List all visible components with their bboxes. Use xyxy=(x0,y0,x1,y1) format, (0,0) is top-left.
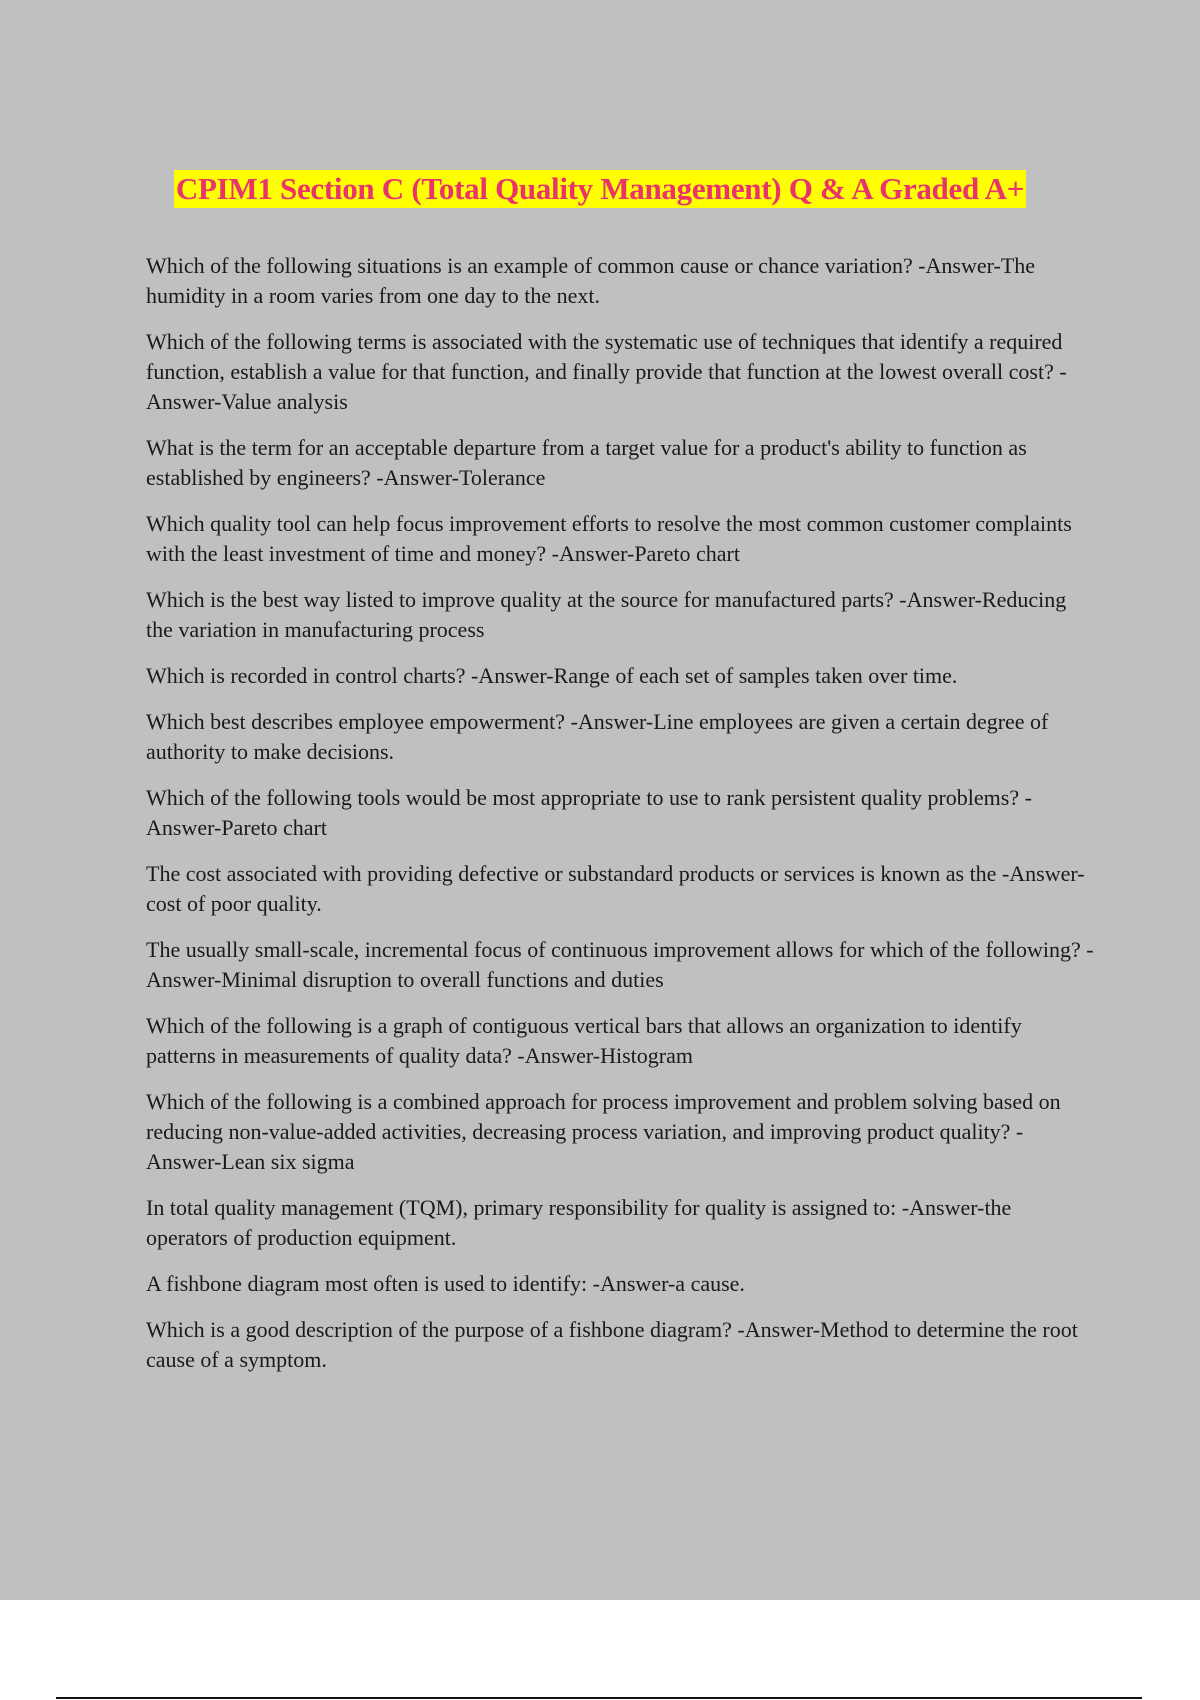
qa-item: Which of the following terms is associated with the systematic use of techniques that identify a required function, establish a value for that function, and finally provide that function at the lowest overall cost? -Answer-Value analysis xyxy=(146,329,1067,414)
qa-item: Which of the following is a combined approach for process improvement and problem solving based on reducing non-value-added activities, decreasing process variation, and improving product quality? -Answer-Lean six sigma xyxy=(146,1089,1061,1174)
qa-item: Which of the following situations is an example of common cause or chance variation? -Answer-The humidity in a room varies from one day to the next. xyxy=(146,253,1036,308)
qa-list xyxy=(146,251,1096,1391)
qa-item: Which is the best way listed to improve quality at the source for manufactured parts? -Answer-Reducing the variation in manufacturing process xyxy=(146,587,1067,642)
qa-item: Which best describes employee empowerment? -Answer-Line employees are given a certain degree of authority to make decisions. xyxy=(146,709,1049,764)
qa-item: Which quality tool can help focus improvement efforts to resolve the most common customer complaints with the least investment of time and money? -Answer-Pareto chart xyxy=(146,511,1072,566)
footer-divider xyxy=(56,1697,1142,1699)
qa-item: The usually small-scale, incremental focus of continuous improvement allows for which of the following? -Answer-Minimal disruption to overall functions and duties xyxy=(146,937,1094,992)
document-title: CPIM1 Section C (Total Quality Management) Q & A Graded A+ xyxy=(175,171,1025,206)
qa-item: Which is recorded in control charts? -Answer-Range of each set of samples taken over time. xyxy=(146,663,958,688)
qa-item: Which of the following tools would be most appropriate to use to rank persistent quality problems? -Answer-Pareto chart xyxy=(146,785,1032,840)
qa-item: A fishbone diagram most often is used to identify: -Answer-a cause. xyxy=(146,1271,745,1296)
qa-item: What is the term for an acceptable departure from a target value for a product's ability to function as established by engineers? -Answer-Tolerance xyxy=(146,435,1027,490)
title-container xyxy=(0,170,1200,208)
qa-item: In total quality management (TQM), primary responsibility for quality is assigned to: -Answer-the operators of production equipment. xyxy=(146,1195,1012,1250)
qa-item: Which is a good description of the purpose of a fishbone diagram? -Answer-Method to determine the root cause of a symptom. xyxy=(146,1317,1078,1372)
qa-item: Which of the following is a graph of contiguous vertical bars that allows an organization to identify patterns in measurements of quality data? -Answer-Histogram xyxy=(146,1013,1022,1068)
qa-item: The cost associated with providing defective or substandard products or services is known as the -Answer-cost of poor quality. xyxy=(146,861,1085,916)
